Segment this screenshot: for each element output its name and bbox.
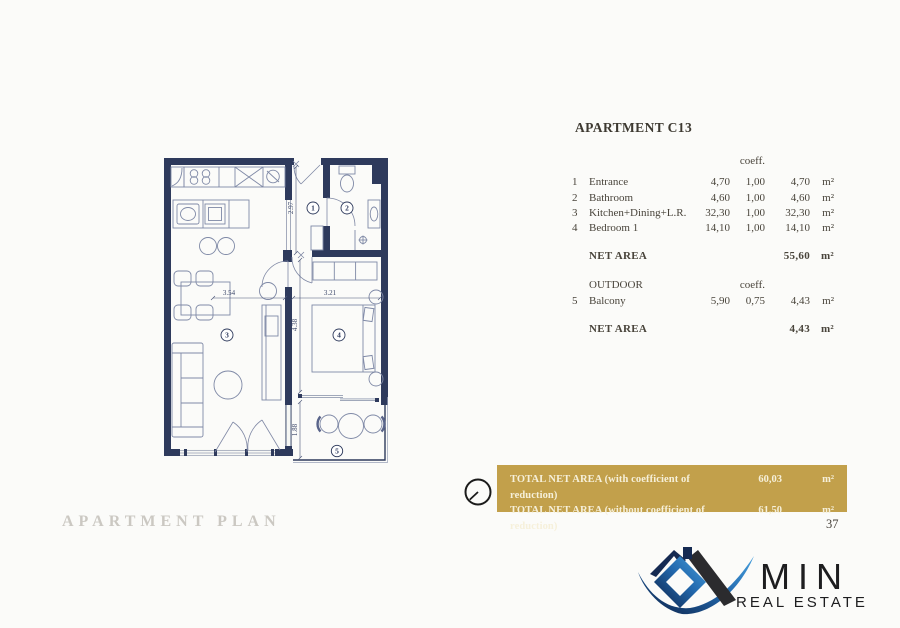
- walls: [164, 158, 388, 456]
- desk: [260, 283, 282, 401]
- logo-name: MIN: [760, 556, 850, 597]
- total-value: 61,50: [758, 505, 782, 516]
- svg-text:3: 3: [225, 330, 229, 340]
- plan-caption: APARTMENT PLAN: [62, 513, 281, 530]
- table-row: [572, 192, 834, 205]
- row-coeff: 1,00: [745, 192, 765, 204]
- room-badge-3: [221, 329, 233, 341]
- row-area: 32,30: [705, 207, 730, 219]
- net-area-unit: m²: [820, 250, 834, 262]
- net-area-value: 55,60: [783, 250, 810, 262]
- table-header-row: [572, 155, 834, 168]
- hall-cabinet: [311, 226, 323, 250]
- outdoor-label: OUTDOOR: [589, 279, 643, 291]
- svg-text:5: 5: [335, 446, 339, 456]
- row-label: Entrance: [589, 176, 629, 188]
- table-row: [572, 222, 834, 235]
- row-num: 3: [572, 207, 578, 219]
- dimension-lines: [211, 165, 382, 460]
- dim-bedroom-height: 4.38: [291, 318, 299, 332]
- sliding-door: [298, 394, 379, 402]
- outdoor-coeff-header: coeff.: [739, 279, 765, 291]
- dim-balcony: 1.88: [291, 423, 299, 437]
- svg-text:2: 2: [345, 203, 349, 213]
- dining-table: [174, 271, 230, 320]
- row-area: 4,70: [710, 176, 730, 188]
- row-unit: m²: [822, 192, 834, 204]
- total-label: TOTAL NET AREA (without coefficient of reduction): [510, 505, 705, 532]
- room-badge-4: [333, 329, 345, 341]
- net-area-unit: m²: [820, 323, 834, 335]
- total-value: 60,03: [758, 474, 782, 485]
- bed: [312, 290, 383, 386]
- french-doors: [215, 420, 280, 452]
- row-label: Balcony: [589, 295, 626, 307]
- table-row: [572, 207, 834, 220]
- page-number: 37: [826, 517, 839, 531]
- row-unit: m²: [822, 295, 834, 307]
- window-bottom: [180, 449, 275, 456]
- wardrobe: [313, 262, 377, 280]
- row-area: 14,10: [705, 222, 730, 234]
- balcony-furniture: [318, 414, 385, 439]
- row-coeff: 1,00: [745, 176, 765, 188]
- kitchen-island: [173, 200, 249, 255]
- company-logo: [636, 544, 892, 624]
- page-title: APARTMENT C13: [575, 120, 693, 135]
- total-row: [510, 472, 834, 503]
- net-area-label: NET AREA: [589, 323, 648, 335]
- net-area-value: 4,43: [789, 323, 810, 335]
- coeff-header: coeff.: [739, 155, 765, 167]
- row-net: 4,60: [790, 192, 810, 204]
- row-label: Kitchen+Dining+L.R.: [589, 207, 687, 219]
- row-num: 2: [572, 192, 578, 204]
- coffee-table: [214, 371, 242, 399]
- svg-text:1: 1: [311, 203, 315, 213]
- row-coeff: 1,00: [745, 222, 765, 234]
- entrance-door: [293, 161, 320, 184]
- table-row: [572, 295, 834, 308]
- row-unit: m²: [822, 207, 834, 219]
- row-num: 5: [572, 295, 578, 307]
- outdoor-net-area-row: [572, 323, 834, 336]
- row-coeff: 1,00: [745, 207, 765, 219]
- room-badge-1: [307, 202, 319, 214]
- floor-plan: [159, 150, 391, 472]
- room-badge-5: [331, 445, 342, 456]
- svg-text:4: 4: [337, 330, 341, 340]
- room-badge-2: [341, 202, 353, 214]
- sofa: [172, 343, 203, 437]
- row-area: 5,90: [710, 295, 730, 307]
- row-unit: m²: [822, 176, 834, 188]
- row-net: 14,10: [785, 222, 810, 234]
- row-label: Bathroom: [589, 192, 633, 204]
- row-unit: m²: [822, 222, 834, 234]
- bedroom-door: [292, 252, 312, 283]
- row-net: 32,30: [785, 207, 810, 219]
- net-area-label: NET AREA: [589, 250, 648, 262]
- row-num: 1: [572, 176, 578, 188]
- dim-hall: 2.97: [287, 201, 295, 215]
- table-row: [572, 176, 834, 189]
- logo-tagline: REAL ESTATE: [736, 594, 868, 611]
- row-num: 4: [572, 222, 578, 234]
- dim-bedroom-width: 3.21: [323, 289, 337, 297]
- row-net: 4,70: [790, 176, 810, 188]
- total-unit: m²: [822, 474, 834, 485]
- total-row: [510, 503, 834, 534]
- row-net: 4,43: [790, 295, 810, 307]
- row-label: Bedroom 1: [589, 222, 639, 234]
- outdoor-header-row: [572, 279, 834, 292]
- dim-living-width: 3.54: [222, 289, 236, 297]
- net-area-row: [572, 250, 834, 263]
- north-indicator-icon: [462, 476, 494, 508]
- kitchen-counter: [171, 167, 291, 250]
- row-area: 4,60: [710, 192, 730, 204]
- row-coeff: 0,75: [745, 295, 765, 307]
- total-label: TOTAL NET AREA (with coefficient of reduction): [510, 474, 690, 501]
- total-unit: m²: [822, 505, 834, 516]
